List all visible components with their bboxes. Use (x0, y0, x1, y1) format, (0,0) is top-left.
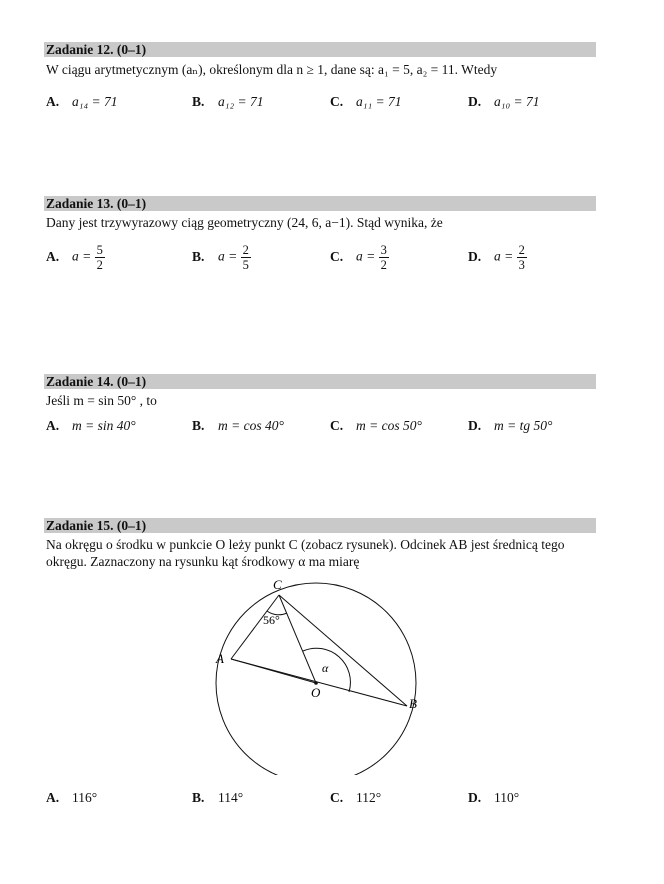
option-value: a₁₄ = 71 (72, 94, 118, 109)
option-value: a₁₁ = 71 (356, 94, 402, 109)
task-13-option-b[interactable]: B. a = $\frac{2}{5}$ (192, 243, 249, 272)
point-label-a: A (216, 651, 224, 666)
point-label-o: O (311, 685, 321, 700)
option-value: a₁₂ = 71 (218, 94, 264, 109)
option-value: m = tg 50° (494, 418, 553, 433)
point-label-b: B (409, 696, 417, 711)
task-12-option-a[interactable]: A. a₁₄ = 71 (46, 94, 118, 109)
task-14-option-b[interactable]: B. m = cos 40° (192, 418, 284, 433)
task-15-option-a[interactable]: A. 116° (46, 790, 98, 805)
option-value: 114° (218, 790, 244, 805)
task-12-header: Zadanie 12. (0–1) (44, 42, 596, 57)
option-value: 112° (356, 790, 382, 805)
circle-figure (200, 575, 440, 775)
task-13-option-d[interactable]: D. a = $\frac{2}{3}$ (468, 243, 525, 272)
task-13-text: Dany jest trzywyrazowy ciąg geometryczny (24, 6, a−1). Stąd wynika, że (46, 215, 443, 230)
angle-c-label: 56° (263, 613, 280, 627)
option-value: m = cos 50° (356, 418, 422, 433)
point-label-c: C (273, 577, 282, 592)
fraction: $\frac{5}{2}$ (96, 243, 103, 272)
task-15-header: Zadanie 15. (0–1) (44, 518, 596, 533)
option-value: a₁₀ = 71 (494, 94, 540, 109)
radius-co (279, 595, 316, 683)
task-14-option-a[interactable]: A. m = sin 40° (46, 418, 136, 433)
task-12-option-d[interactable]: D. a₁₀ = 71 (468, 94, 540, 109)
chord-ca (231, 595, 279, 659)
task-15-option-c[interactable]: C. 112° (330, 790, 382, 805)
task-14-option-d[interactable]: D. m = tg 50° (468, 418, 553, 433)
task-14-header: Zadanie 14. (0–1) (44, 374, 596, 389)
option-value: 110° (494, 790, 520, 805)
task-15-option-b[interactable]: B. 114° (192, 790, 244, 805)
fraction: $\frac{2}{5}$ (242, 243, 249, 272)
task-12-option-c[interactable]: C. a₁₁ = 71 (330, 94, 402, 109)
task-15-option-d[interactable]: D. 110° (468, 790, 520, 805)
option-value: m = sin 40° (72, 418, 136, 433)
task-15-text: Na okręgu o środku w punkcie O leży punkt C (zobacz rysunek). Odcinek AB jest średnicą tego okręgu. Zaznaczony na rysunku kąt środkowy α ma miarę (46, 537, 565, 569)
task-12-text: W ciągu arytmetycznym (aₙ), określonym dla n ≥ 1, dane są: a₁ = 5, a₂ = 11. Wtedy (46, 62, 498, 77)
option-value: 116° (72, 790, 98, 805)
circle (216, 583, 416, 775)
angle-alpha-label: α (322, 661, 329, 675)
task-14-option-c[interactable]: C. m = cos 50° (330, 418, 422, 433)
task-14-text: Jeśli m = sin 50° , to (46, 393, 157, 408)
fraction: $\frac{3}{2}$ (380, 243, 387, 272)
chord-ab-inner (231, 659, 316, 683)
task-12-option-b[interactable]: B. a₁₂ = 71 (192, 94, 264, 109)
task-13-header: Zadanie 13. (0–1) (44, 196, 596, 211)
task-13-option-a[interactable]: A. a = $\frac{5}{2}$ (46, 243, 103, 272)
option-value: m = cos 40° (218, 418, 284, 433)
fraction: $\frac{2}{3}$ (518, 243, 525, 272)
task-13-option-c[interactable]: C. a = $\frac{3}{2}$ (330, 243, 387, 272)
